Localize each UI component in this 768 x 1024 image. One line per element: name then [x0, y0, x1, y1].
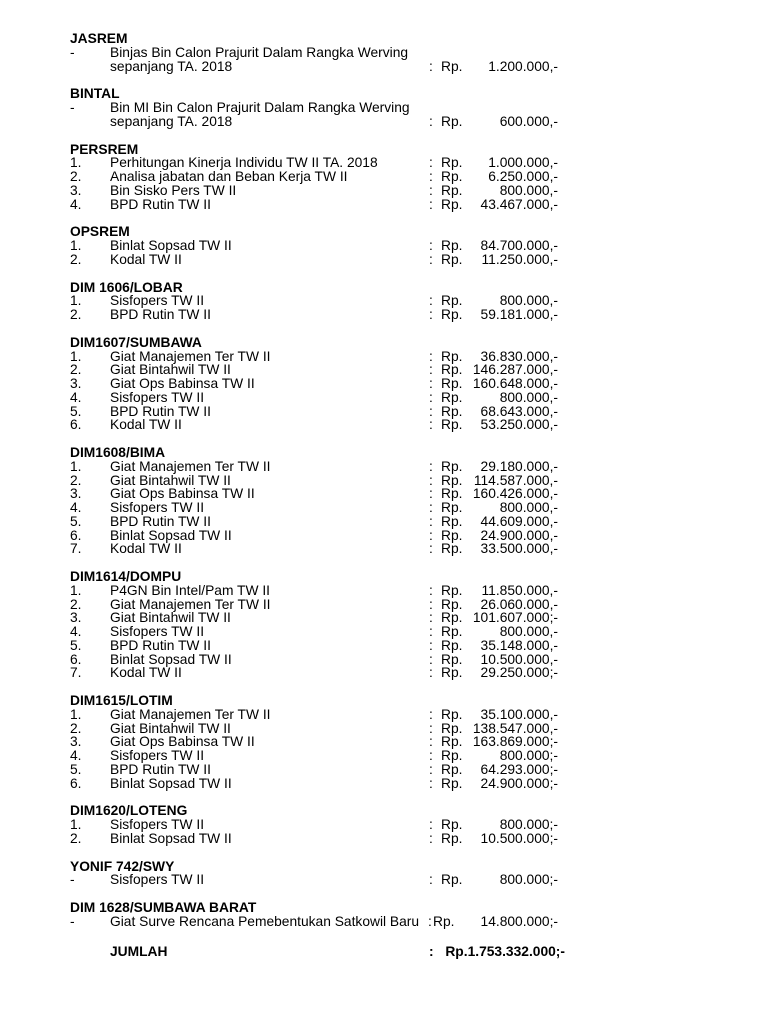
item-amount: 64.293.000;- [480, 761, 558, 777]
currency-label: Rp. [441, 238, 463, 253]
colon-separator: : [429, 541, 433, 557]
item-number: 4. [70, 748, 82, 763]
item-description: Analisa jabatan dan Beban Kerja TW II [110, 169, 348, 184]
currency-label: Rp. [441, 376, 463, 391]
currency-label: Rp. [441, 417, 463, 433]
item-description-continued: sepanjang TA. 2018 [110, 58, 233, 74]
item-number: 2. [70, 720, 82, 736]
section-heading: DIM 1606/LOBAR [70, 279, 183, 295]
colon-separator: : [429, 362, 433, 378]
item-description: Binlat Sopsad TW II [110, 775, 232, 791]
budget-item [0, 377, 768, 391]
item-amount: 35.100.000,- [480, 706, 558, 722]
budget-item [0, 170, 768, 184]
colon-separator: : [429, 182, 433, 198]
item-description: Kodal TW II [110, 251, 182, 267]
budget-item [0, 915, 768, 929]
item-number: 1. [70, 817, 82, 832]
item-number: 3. [70, 734, 82, 750]
colon-separator: : [429, 155, 433, 171]
item-amount: 35.148.000,- [480, 637, 558, 653]
item-amount: 10.500.000;- [480, 830, 558, 846]
currency-label: Rp. [441, 182, 463, 198]
colon-separator: : [429, 58, 433, 74]
colon-separator: : [429, 706, 433, 722]
currency-label: Rp. [441, 582, 463, 598]
item-number: 1. [70, 155, 82, 171]
item-amount: 33.500.000,- [480, 541, 558, 557]
section-heading: PERSREM [70, 141, 139, 157]
item-amount: 1.200.000,- [488, 58, 558, 74]
budget-item [0, 253, 768, 267]
item-description: Sisfopers TW II [110, 389, 205, 405]
item-description: Giat Manajemen Ter TW II [110, 706, 271, 722]
section-heading: DIM1620/LOTENG [70, 803, 188, 819]
section-heading: DIM 1628/SUMBAWA BARAT [70, 900, 257, 915]
item-description-continued: sepanjang TA. 2018 [110, 113, 233, 129]
item-description: Kodal TW II [110, 665, 182, 681]
item-number: 5. [70, 761, 82, 777]
budget-item [0, 101, 768, 115]
budget-item [0, 515, 768, 529]
currency-label: Rp. [441, 872, 463, 888]
item-amount: 10.500.000,- [480, 651, 558, 667]
item-description: Sisfopers TW II [110, 293, 205, 309]
budget-item [0, 308, 768, 322]
item-amount: 11.850.000,- [481, 582, 558, 598]
item-number: 3. [70, 182, 82, 198]
currency-label: Rp. [441, 403, 463, 419]
item-description: Binlat Sopsad TW II [110, 830, 232, 846]
item-description: Binjas Bin Calon Prajurit Dalam Rangka Werving [110, 44, 409, 60]
currency-label: Rp. [441, 637, 463, 653]
item-number: 5. [70, 403, 82, 419]
colon-separator: : [429, 376, 433, 391]
total-line [0, 945, 768, 959]
section-heading: OPSREM [70, 224, 130, 240]
budget-item [0, 198, 768, 212]
colon-separator: : [429, 389, 433, 405]
item-number: 2. [70, 307, 82, 322]
item-description: BPD Rutin TW II [110, 307, 211, 322]
item-number: 3. [70, 610, 82, 626]
item-amount: 44.609.000,- [480, 513, 558, 529]
currency-label: Rp. [441, 155, 463, 171]
item-number: 1. [70, 293, 82, 309]
colon-separator: : [429, 943, 434, 959]
currency-label: Rp. [441, 748, 463, 763]
item-number: 3. [70, 486, 82, 502]
item-number: 1. [70, 582, 82, 598]
currency-label: Rp. [441, 610, 463, 626]
currency-label: Rp. [441, 706, 463, 722]
item-number: 1. [70, 458, 82, 474]
item-number: 1. [70, 348, 82, 364]
budget-item [0, 832, 768, 846]
item-number: 1. [70, 238, 82, 253]
colon-separator: : [429, 665, 433, 681]
item-description: Kodal TW II [110, 541, 182, 557]
item-description: Giat Bintahwil TW II [110, 720, 231, 736]
item-number: 3. [70, 376, 82, 391]
currency-label: Rp. [441, 665, 463, 681]
currency-label: Rp. [441, 527, 463, 543]
currency-label: Rp. [433, 913, 455, 929]
currency-label: Rp. [441, 389, 463, 405]
item-amount: 160.426.000,- [472, 486, 558, 502]
budget-item [0, 708, 768, 722]
item-amount: 800.000,- [499, 389, 558, 405]
item-number: 5. [70, 637, 82, 653]
colon-separator: : [429, 637, 433, 653]
currency-label: Rp. [441, 817, 463, 832]
section-heading-line [0, 694, 768, 708]
currency-label: Rp. [441, 596, 463, 612]
item-number: 6. [70, 651, 82, 667]
item-number: 4. [70, 389, 82, 405]
item-amount: 24.900.000;- [480, 775, 558, 791]
budget-item-continuation [0, 60, 768, 74]
section-heading: YONIF 742/SWY [70, 858, 175, 874]
item-description: Sisfopers TW II [110, 748, 205, 763]
colon-separator: : [428, 913, 432, 929]
item-amount: 6.250.000,- [488, 169, 558, 184]
item-amount: 800.000;- [499, 748, 558, 763]
currency-label: Rp. [441, 113, 463, 129]
total-amount: Rp.1.753.332.000;- [445, 943, 565, 959]
item-description: Giat Manajemen Ter TW II [110, 458, 271, 474]
currency-label: Rp. [441, 169, 463, 184]
item-description: Bin Sisko Pers TW II [110, 182, 237, 198]
item-amount: 146.287.000,- [472, 362, 558, 378]
section-heading: DIM1608/BIMA [70, 445, 166, 460]
item-number: 2. [70, 472, 82, 488]
currency-label: Rp. [441, 624, 463, 639]
item-amount: 800.000,- [499, 293, 558, 309]
item-description: Binlat Sopsad TW II [110, 651, 232, 667]
item-number: 6. [70, 417, 82, 433]
colon-separator: : [429, 486, 433, 502]
item-number: 4. [70, 500, 82, 515]
colon-separator: : [429, 403, 433, 419]
item-number: 4. [70, 196, 82, 212]
item-amount: 160.648.000,- [472, 376, 558, 391]
item-description: Kodal TW II [110, 417, 182, 433]
item-description: Sisfopers TW II [110, 872, 205, 888]
item-description: Perhitungan Kinerja Individu TW II TA. 2018 [110, 155, 378, 171]
section-heading-line [0, 446, 768, 460]
item-description: P4GN Bin Intel/Pam TW II [110, 582, 270, 598]
section-heading-line [0, 570, 768, 584]
item-description: BPD Rutin TW II [110, 761, 211, 777]
section-heading: BINTAL [70, 86, 120, 102]
item-amount: 600.000,- [499, 113, 558, 129]
item-amount: 29.180.000,- [480, 458, 558, 474]
colon-separator: : [429, 748, 433, 763]
currency-label: Rp. [441, 830, 463, 846]
item-number: 7. [70, 541, 82, 557]
colon-separator: : [429, 293, 433, 309]
item-amount: 53.250.000,- [480, 417, 558, 433]
item-amount: 43.467.000,- [480, 196, 558, 212]
item-description: BPD Rutin TW II [110, 196, 211, 212]
item-amount: 800.000;- [499, 872, 558, 888]
item-amount: 800.000,- [499, 500, 558, 515]
colon-separator: : [429, 196, 433, 212]
item-amount: 800.000,- [499, 182, 558, 198]
budget-item [0, 184, 768, 198]
item-amount: 138.547.000,- [472, 720, 558, 736]
section-heading: JASREM [70, 31, 128, 46]
colon-separator: : [429, 651, 433, 667]
colon-separator: : [429, 458, 433, 474]
currency-label: Rp. [441, 293, 463, 309]
item-description: Bin MI Bin Calon Prajurit Dalam Rangka Werving [110, 100, 410, 115]
budget-item [0, 46, 768, 60]
colon-separator: : [429, 775, 433, 791]
item-number: - [70, 913, 75, 929]
section-heading-line [0, 336, 768, 350]
item-number: 5. [70, 513, 82, 529]
currency-label: Rp. [441, 775, 463, 791]
item-amount: 14.800.000;- [480, 913, 558, 929]
currency-label: Rp. [441, 348, 463, 364]
item-number: 6. [70, 527, 82, 543]
colon-separator: : [429, 817, 433, 832]
item-number: 2. [70, 830, 82, 846]
currency-label: Rp. [441, 761, 463, 777]
item-description: Giat Bintahwil TW II [110, 362, 231, 378]
item-description: Binlat Sopsad TW II [110, 238, 232, 253]
item-description: Giat Bintahwil TW II [110, 610, 231, 626]
colon-separator: : [429, 307, 433, 322]
colon-separator: : [429, 734, 433, 750]
colon-separator: : [429, 417, 433, 433]
section-heading-line [0, 901, 768, 915]
colon-separator: : [429, 527, 433, 543]
item-amount: 1.000.000,- [488, 155, 558, 171]
item-number: 4. [70, 624, 82, 639]
item-amount: 29.250.000;- [480, 665, 558, 681]
currency-label: Rp. [441, 58, 463, 74]
colon-separator: : [429, 113, 433, 129]
item-description: Giat Ops Babinsa TW II [110, 734, 255, 750]
section-heading: DIM1615/LOTIM [70, 693, 173, 708]
currency-label: Rp. [441, 362, 463, 378]
currency-label: Rp. [441, 720, 463, 736]
currency-label: Rp. [441, 307, 463, 322]
item-amount: 163.869.000;- [472, 734, 558, 750]
section-heading: DIM1614/DOMPU [70, 569, 182, 584]
budget-item [0, 763, 768, 777]
item-number: 2. [70, 251, 82, 267]
budget-item [0, 418, 768, 432]
colon-separator: : [429, 830, 433, 846]
currency-label: Rp. [441, 734, 463, 750]
currency-label: Rp. [441, 196, 463, 212]
budget-item [0, 391, 768, 405]
currency-label: Rp. [441, 541, 463, 557]
item-description: Binlat Sopsad TW II [110, 527, 232, 543]
section-heading-line [0, 32, 768, 46]
item-amount: 800.000,- [499, 624, 558, 639]
item-number: 2. [70, 169, 82, 184]
budget-item [0, 501, 768, 515]
budget-item [0, 666, 768, 680]
item-description: Sisfopers TW II [110, 624, 205, 639]
colon-separator: : [429, 513, 433, 529]
currency-label: Rp. [441, 251, 463, 267]
colon-separator: : [429, 348, 433, 364]
item-amount: 59.181.000,- [480, 307, 558, 322]
budget-item [0, 584, 768, 598]
section-heading: DIM1607/SUMBAWA [70, 334, 202, 350]
item-description: Giat Manajemen Ter TW II [110, 596, 271, 612]
item-amount: 24.900.000,- [480, 527, 558, 543]
item-amount: 800.000;- [499, 817, 558, 832]
item-number: - [70, 44, 75, 60]
budget-item [0, 460, 768, 474]
item-amount: 84.700.000,- [480, 238, 558, 253]
budget-item [0, 542, 768, 556]
colon-separator: : [429, 624, 433, 639]
currency-label: Rp. [441, 472, 463, 488]
colon-separator: : [429, 500, 433, 515]
item-description: BPD Rutin TW II [110, 513, 211, 529]
colon-separator: : [429, 610, 433, 626]
item-description: Giat Ops Babinsa TW II [110, 376, 255, 391]
colon-separator: : [429, 251, 433, 267]
item-number: 6. [70, 775, 82, 791]
item-description: Giat Ops Babinsa TW II [110, 486, 255, 502]
item-description: Giat Manajemen Ter TW II [110, 348, 271, 364]
budget-item [0, 818, 768, 832]
currency-label: Rp. [441, 458, 463, 474]
colon-separator: : [429, 238, 433, 253]
currency-label: Rp. [441, 513, 463, 529]
item-description: Giat Surve Rencana Pemebentukan Satkowil Baru [110, 913, 420, 929]
budget-item-continuation [0, 115, 768, 129]
item-amount: 36.830.000,- [480, 348, 558, 364]
colon-separator: : [429, 596, 433, 612]
item-number: 7. [70, 665, 82, 681]
budget-item [0, 873, 768, 887]
item-number: 2. [70, 596, 82, 612]
item-number: - [70, 100, 75, 115]
item-amount: 26.060.000,- [480, 596, 558, 612]
budget-item [0, 239, 768, 253]
budget-item [0, 749, 768, 763]
item-amount: 114.587.000,- [473, 472, 558, 488]
item-amount: 68.643.000,- [480, 403, 558, 419]
item-number: 1. [70, 706, 82, 722]
colon-separator: : [429, 761, 433, 777]
currency-label: Rp. [441, 500, 463, 515]
currency-label: Rp. [441, 486, 463, 502]
budget-item [0, 625, 768, 639]
colon-separator: : [429, 582, 433, 598]
item-description: Giat Bintahwil TW II [110, 472, 231, 488]
item-description: BPD Rutin TW II [110, 637, 211, 653]
total-label: JUMLAH [110, 943, 168, 959]
currency-label: Rp. [441, 651, 463, 667]
colon-separator: : [429, 720, 433, 736]
item-description: BPD Rutin TW II [110, 403, 211, 419]
colon-separator: : [429, 872, 433, 888]
budget-item [0, 639, 768, 653]
item-amount: 11.250.000,- [481, 251, 558, 267]
item-description: Sisfopers TW II [110, 817, 205, 832]
item-number: 2. [70, 362, 82, 378]
item-description: Sisfopers TW II [110, 500, 205, 515]
budget-item [0, 777, 768, 791]
colon-separator: : [429, 169, 433, 184]
item-number: - [70, 872, 75, 888]
colon-separator: : [429, 472, 433, 488]
item-amount: 101.607.000;- [472, 610, 558, 626]
